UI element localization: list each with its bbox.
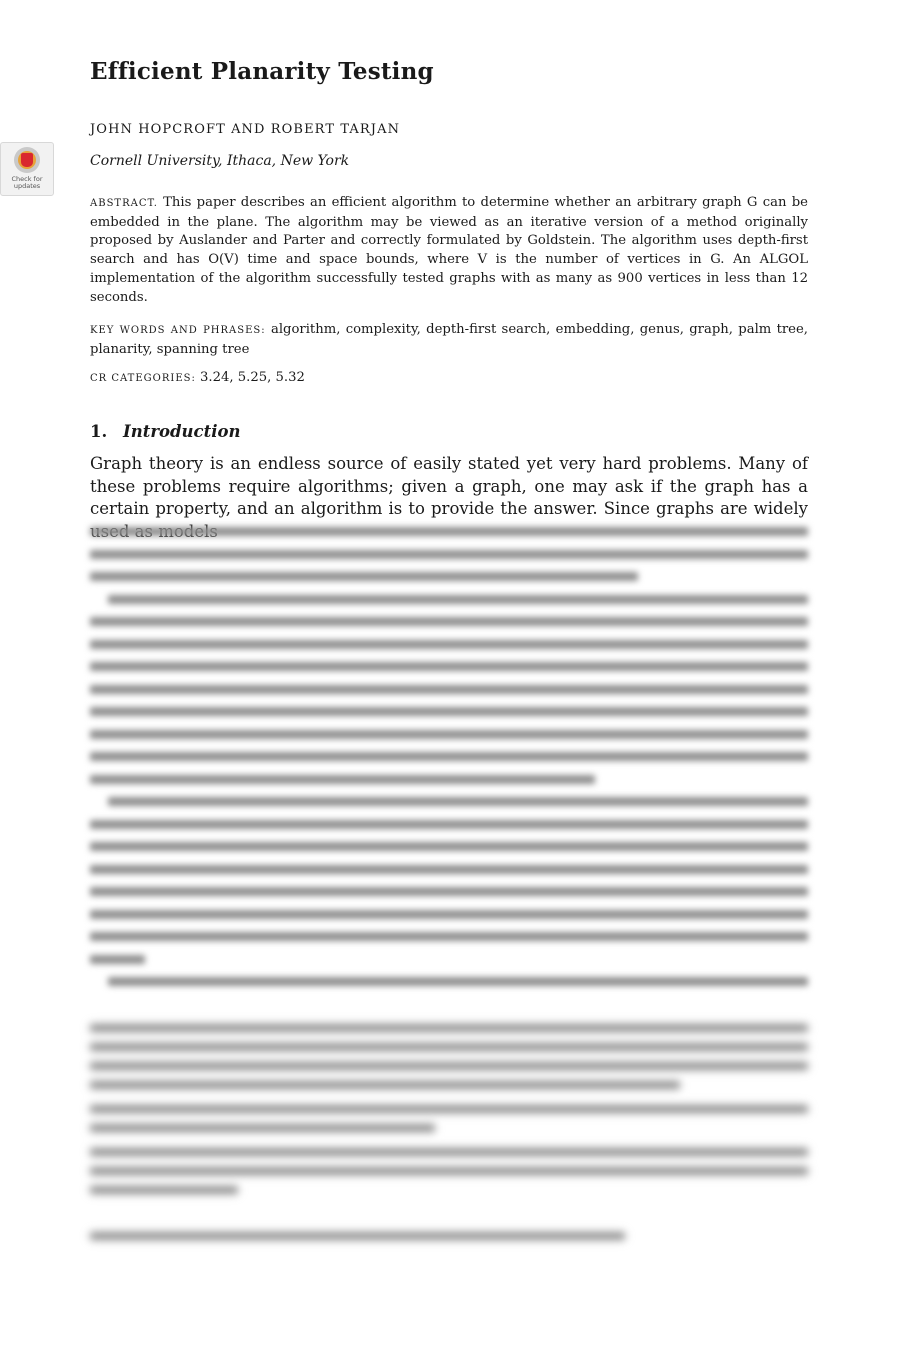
section-title: Introduction xyxy=(122,422,241,441)
section-number: 1. xyxy=(90,422,108,441)
cr-categories-label: CR CATEGORIES: xyxy=(90,373,196,384)
keywords xyxy=(90,320,808,359)
check-for-updates-badge[interactable] xyxy=(0,142,54,196)
badge-label: Check for updates xyxy=(11,175,43,190)
intro-paragraph: Graph theory is an endless source of easily stated yet very hard problems. Many of these problems require algorithms; given a graph, one may ask if the graph has a certain property, and an algorithm is to provide the answer. Since graphs are widely xyxy=(90,454,808,518)
paper-title: Efficient Planarity Testing xyxy=(90,58,434,85)
section-heading xyxy=(90,422,241,441)
blurred-body-text xyxy=(90,520,808,993)
keywords-text: algorithm, complexity, depth-first search, embedding, genus, graph, palm tree, planarity, spanning tree xyxy=(90,322,808,357)
paper-affiliation: Cornell University, Ithaca, New York xyxy=(90,153,350,169)
check-updates-icon xyxy=(14,147,40,173)
abstract xyxy=(90,194,808,307)
cr-categories xyxy=(90,370,305,385)
abstract-text: This paper describes an efficient algorithm to determine whether an arbitrary graph G can be embedded in the plane. The algorithm may be viewed as an iterative version of a method originally proposed by Auslander and Parter and correctly formulated by Goldstein. The algorithm uses depth-first search and has O(V) time and space bounds, where V is the number of vertices in G. An ALGOL implementation of the algorithm successfully tested graphs with as many as 900 vertices in less than 12 seconds. xyxy=(90,195,808,305)
keywords-label: KEY WORDS AND PHRASES: xyxy=(90,325,266,336)
abstract-label: ABSTRACT. xyxy=(90,198,158,209)
paper-authors: JOHN HOPCROFT AND ROBERT TARJAN xyxy=(90,122,401,137)
cr-categories-text: 3.24, 5.25, 5.32 xyxy=(200,370,305,385)
